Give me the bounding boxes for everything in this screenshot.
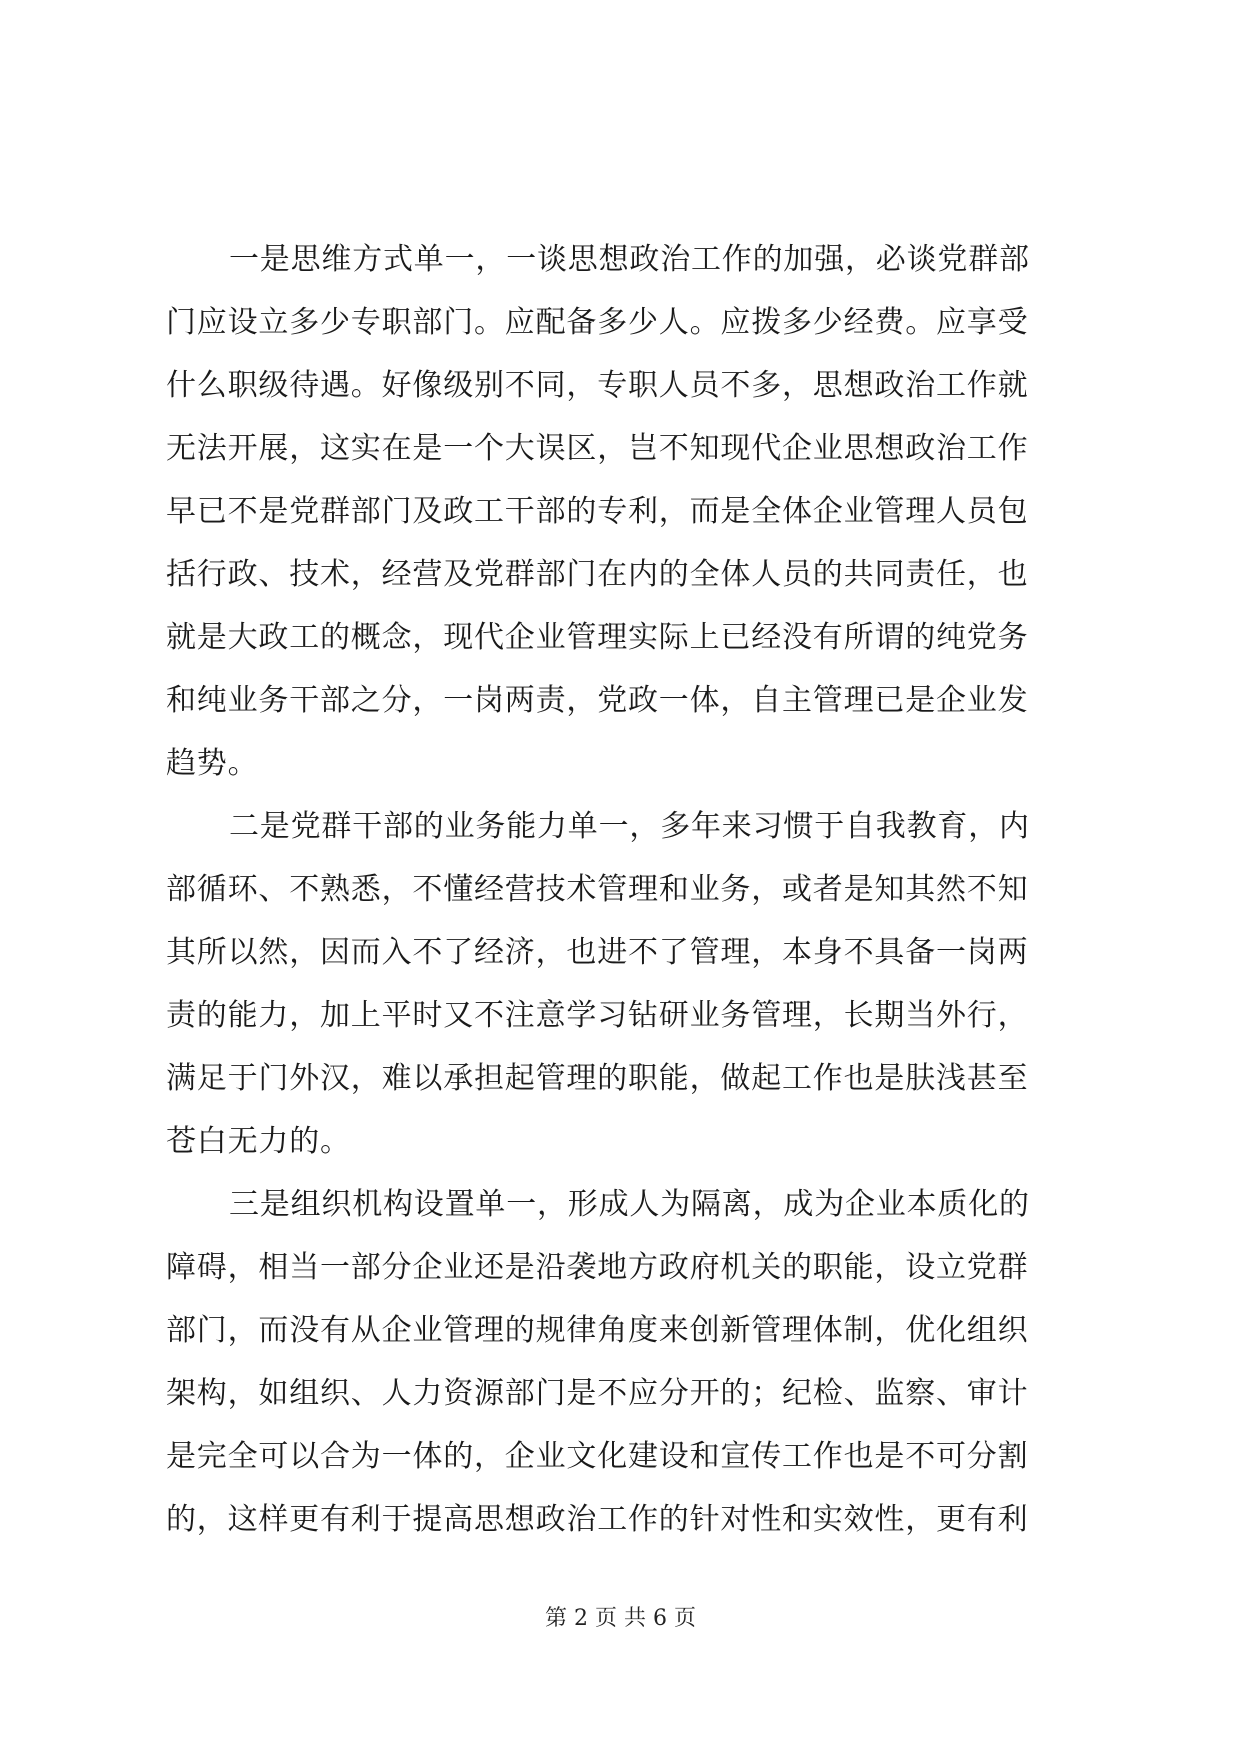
text-line: 括行政、技术，经营及党群部门在内的全体人员的共同责任，也 xyxy=(166,557,1029,592)
text-line: 责的能力，加上平时又不注意学习钻研业务管理，长期当外行， xyxy=(166,998,1029,1033)
text-line: 其所以然，因而入不了经济，也进不了管理，本身不具备一岗两 xyxy=(166,935,1029,970)
text-line: 架构，如组织、人力资源部门是不应分开的；纪检、监察、审计 xyxy=(166,1376,1029,1411)
text-line: 是完全可以合为一体的，企业文化建设和宣传工作也是不可分割 xyxy=(166,1439,1029,1474)
text-line: 无法开展，这实在是一个大误区，岂不知现代企业思想政治工作 xyxy=(166,431,1029,466)
paragraph-3 xyxy=(166,1173,1076,1551)
text-line: 二是党群干部的业务能力单一，多年来习惯于自我教育，内 xyxy=(229,809,1030,844)
text-line: 早已不是党群部门及政工干部的专利，而是全体企业管理人员包 xyxy=(166,494,1029,529)
text-line: 的，这样更有利于提高思想政治工作的针对性和实效性，更有利 xyxy=(166,1502,1029,1537)
text-line: 障碍，相当一部分企业还是沿袭地方政府机关的职能，设立党群 xyxy=(166,1250,1029,1285)
text-line: 门应设立多少专职部门。应配备多少人。应拨多少经费。应享受 xyxy=(166,305,1029,340)
text-line: 就是大政工的概念，现代企业管理实际上已经没有所谓的纯党务 xyxy=(166,620,1029,655)
text-line: 三是组织机构设置单一，形成人为隔离，成为企业本质化的 xyxy=(229,1187,1030,1222)
paragraph-1 xyxy=(166,228,1076,795)
page-number-footer: 第 2 页 共 6 页 xyxy=(545,1606,696,1631)
body-text xyxy=(166,228,1076,1551)
text-line: 什么职级待遇。好像级别不同，专职人员不多，思想政治工作就 xyxy=(166,368,1029,403)
text-line: 一是思维方式单一，一谈思想政治工作的加强，必谈党群部 xyxy=(229,242,1030,277)
text-line: 满足于门外汉，难以承担起管理的职能，做起工作也是肤浅甚至 xyxy=(166,1061,1029,1096)
text-line: 和纯业务干部之分，一岗两责，党政一体，自主管理已是企业发 xyxy=(166,683,1029,718)
text-line: 部循环、不熟悉，不懂经营技术管理和业务，或者是知其然不知 xyxy=(166,872,1029,907)
text-line: 趋势。 xyxy=(166,746,259,781)
paragraph-2 xyxy=(166,795,1076,1173)
text-line: 苍白无力的。 xyxy=(166,1124,351,1159)
text-line: 部门，而没有从企业管理的规律角度来创新管理体制，优化组织 xyxy=(166,1313,1029,1348)
